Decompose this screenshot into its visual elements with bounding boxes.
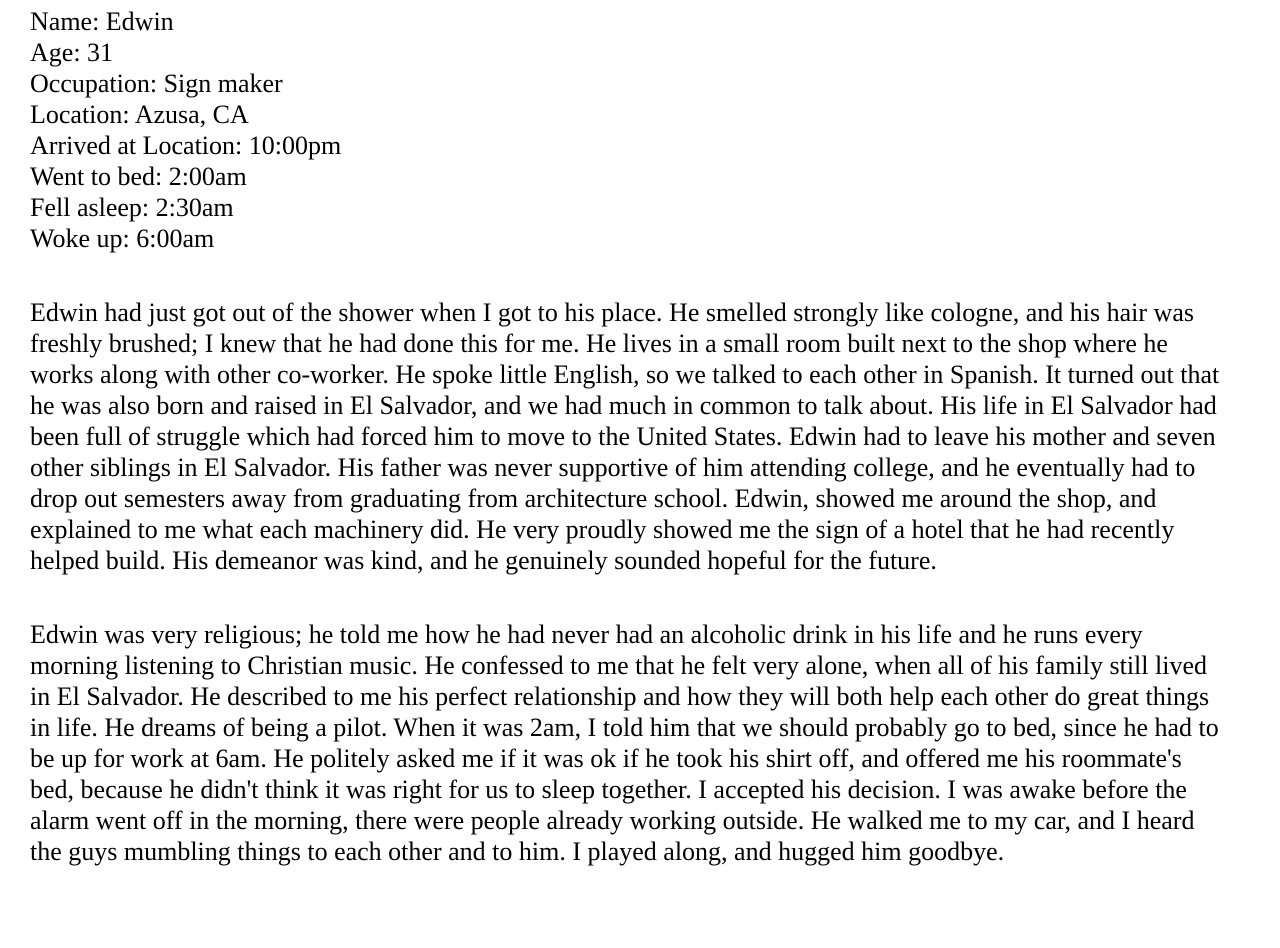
profile-line-location: Location: Azusa, CA <box>30 100 249 129</box>
narrative-paragraph-1: Edwin had just got out of the shower when I got to his place. He smelled strongly like cologne, and his hair was freshly brushed; I knew that he had done this for me. He lives in a small room built next to the shop where he works along with other co-worker. He spoke little English, so we talked to each other in Spanish. It turned out that he was also born and raised in El Salvador, and we had much in common to talk about. His life in El Salvador had been full of struggle which had forced him to move to the United States. Edwin had to leave his mother and seven other siblings in El Salvador. His father was never supportive of him attending college, and he eventually had to drop out semesters away from graduating from architecture school. Edwin, showed me around the shop, and explained to me what each machinery did. He very proudly showed me the sign of a hotel that he had recently helped build. His demeanor was kind, and he genuinely sounded hopeful for the future. <box>30 298 1220 575</box>
profile-line-fell-asleep: Fell asleep: 2:30am <box>30 193 234 222</box>
profile-line-went-to-bed: Went to bed: 2:00am <box>30 162 247 191</box>
profile-block <box>30 6 1228 254</box>
narrative-paragraph-2: Edwin was very religious; he told me how he had never had an alcoholic drink in his life and he runs every morning listening to Christian music. He confessed to me that he felt very alone, when all of his family still lived in El Salvador. He described to me his perfect relationship and how they will both help each other do great things in life. He dreams of being a pilot. When it was 2am, I told him that we should probably go to bed, since he had to be up for work at 6am. He politely asked me if it was ok if he took his shirt off, and offered me his roommate's bed, because he didn't think it was right for us to sleep together. I accepted his decision. I was awake before the alarm went off in the morning, there were people already working outside. He walked me to my car, and I heard the guys mumbling things to each other and to him. I played along, and hugged him goodbye. <box>30 620 1219 866</box>
profile-line-name: Name: Edwin <box>30 7 174 36</box>
profile-line-age: Age: 31 <box>30 38 114 67</box>
profile-line-occupation: Occupation: Sign maker <box>30 69 283 98</box>
profile-line-arrived: Arrived at Location: 10:00pm <box>30 131 342 160</box>
profile-line-woke-up: Woke up: 6:00am <box>30 224 215 253</box>
